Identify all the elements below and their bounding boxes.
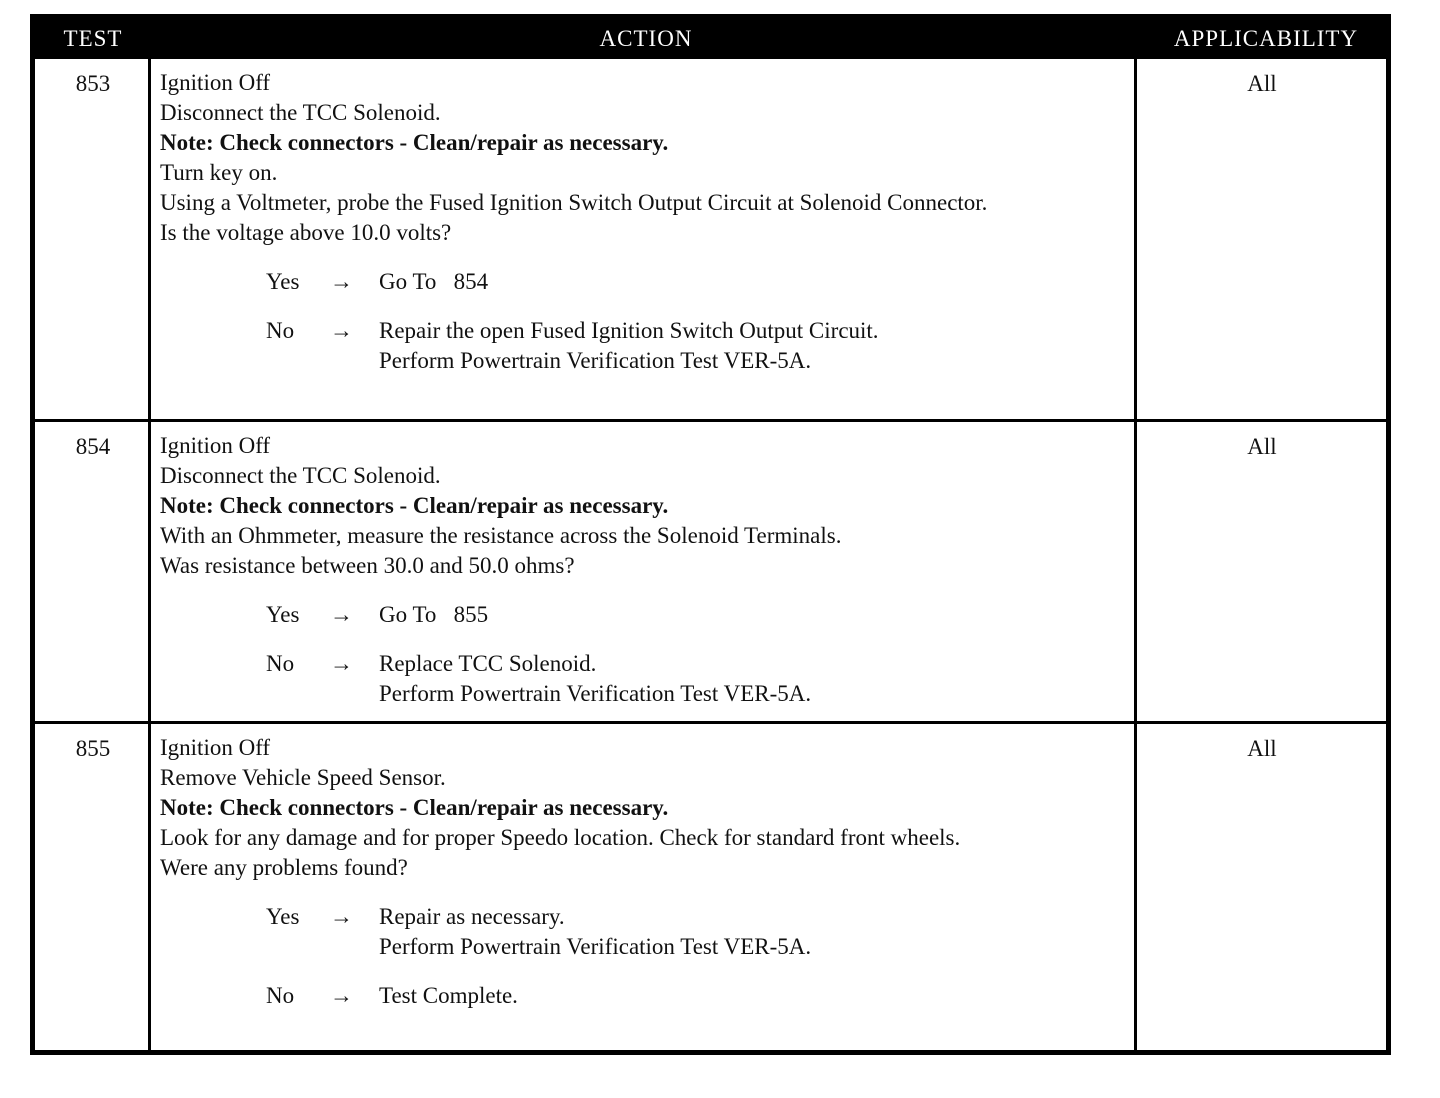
header-action: ACTION	[599, 26, 693, 51]
action-step: Ignition Off	[160, 433, 271, 458]
action-question: Is the voltage above 10.0 volts?	[160, 220, 452, 245]
action-step: With an Ohmmeter, measure the resistance across the Solenoid Terminals.	[160, 523, 842, 548]
no-branch	[266, 981, 1130, 1011]
action-step: Ignition Off	[160, 735, 271, 760]
yes-result: Repair as necessary.	[379, 904, 565, 929]
action-cell	[160, 431, 1130, 709]
action-step: Disconnect the TCC Solenoid.	[160, 463, 441, 488]
action-cell	[160, 733, 1130, 1011]
arrow-right-icon: →	[330, 602, 353, 627]
no-label: No	[266, 983, 295, 1008]
no-result: Replace TCC Solenoid.	[379, 651, 597, 676]
no-result: Test Complete.	[379, 983, 518, 1008]
yes-branch	[266, 902, 1130, 962]
row-divider	[35, 721, 1386, 724]
applicability-value: All	[1247, 71, 1277, 96]
action-question: Was resistance between 30.0 and 50.0 ohms?	[160, 553, 575, 578]
no-result: Repair the open Fused Ignition Switch Output Circuit.	[379, 318, 879, 343]
action-step: Using a Voltmeter, probe the Fused Ignition Switch Output Circuit at Solenoid Connector.	[160, 190, 988, 215]
action-question: Were any problems found?	[160, 855, 408, 880]
yes-label: Yes	[266, 269, 300, 294]
arrow-right-icon: →	[330, 269, 353, 294]
yes-branch	[266, 267, 1130, 297]
action-step: Remove Vehicle Speed Sensor.	[160, 765, 446, 790]
column-divider	[148, 59, 151, 1050]
yes-result: Go To 854	[379, 269, 489, 294]
yes-result: Go To 855	[379, 602, 489, 627]
no-branch	[266, 316, 1130, 376]
arrow-right-icon: →	[330, 983, 353, 1008]
action-step: Ignition Off	[160, 70, 271, 95]
row-divider	[35, 419, 1386, 422]
diagnostic-table	[30, 14, 1391, 1055]
test-number: 855	[75, 736, 111, 761]
test-number: 853	[75, 71, 111, 96]
action-step: Look for any damage and for proper Speedo location. Check for standard front wheels.	[160, 825, 961, 850]
header-test: TEST	[63, 26, 123, 51]
yes-result: Perform Powertrain Verification Test VER-5A.	[379, 934, 812, 959]
arrow-right-icon: →	[330, 318, 353, 343]
no-result: Perform Powertrain Verification Test VER-5A.	[379, 681, 812, 706]
table-header	[35, 19, 1386, 59]
yes-label: Yes	[266, 602, 300, 627]
arrow-right-icon: →	[330, 651, 353, 676]
applicability-value: All	[1247, 736, 1277, 761]
action-note: Note: Check connectors - Clean/repair as necessary.	[160, 130, 669, 155]
yes-label: Yes	[266, 904, 300, 929]
no-branch	[266, 649, 1130, 709]
no-label: No	[266, 651, 295, 676]
applicability-value: All	[1247, 434, 1277, 459]
no-result: Perform Powertrain Verification Test VER-5A.	[379, 348, 812, 373]
arrow-right-icon: →	[330, 904, 353, 929]
action-note: Note: Check connectors - Clean/repair as necessary.	[160, 493, 669, 518]
column-divider	[1134, 59, 1137, 1050]
no-label: No	[266, 318, 295, 343]
action-step: Disconnect the TCC Solenoid.	[160, 100, 441, 125]
yes-branch	[266, 600, 1130, 630]
action-cell	[160, 68, 1130, 376]
action-step: Turn key on.	[160, 160, 278, 185]
action-note: Note: Check connectors - Clean/repair as necessary.	[160, 795, 669, 820]
test-number: 854	[75, 434, 111, 459]
header-applicability: APPLICABILITY	[1173, 26, 1359, 51]
